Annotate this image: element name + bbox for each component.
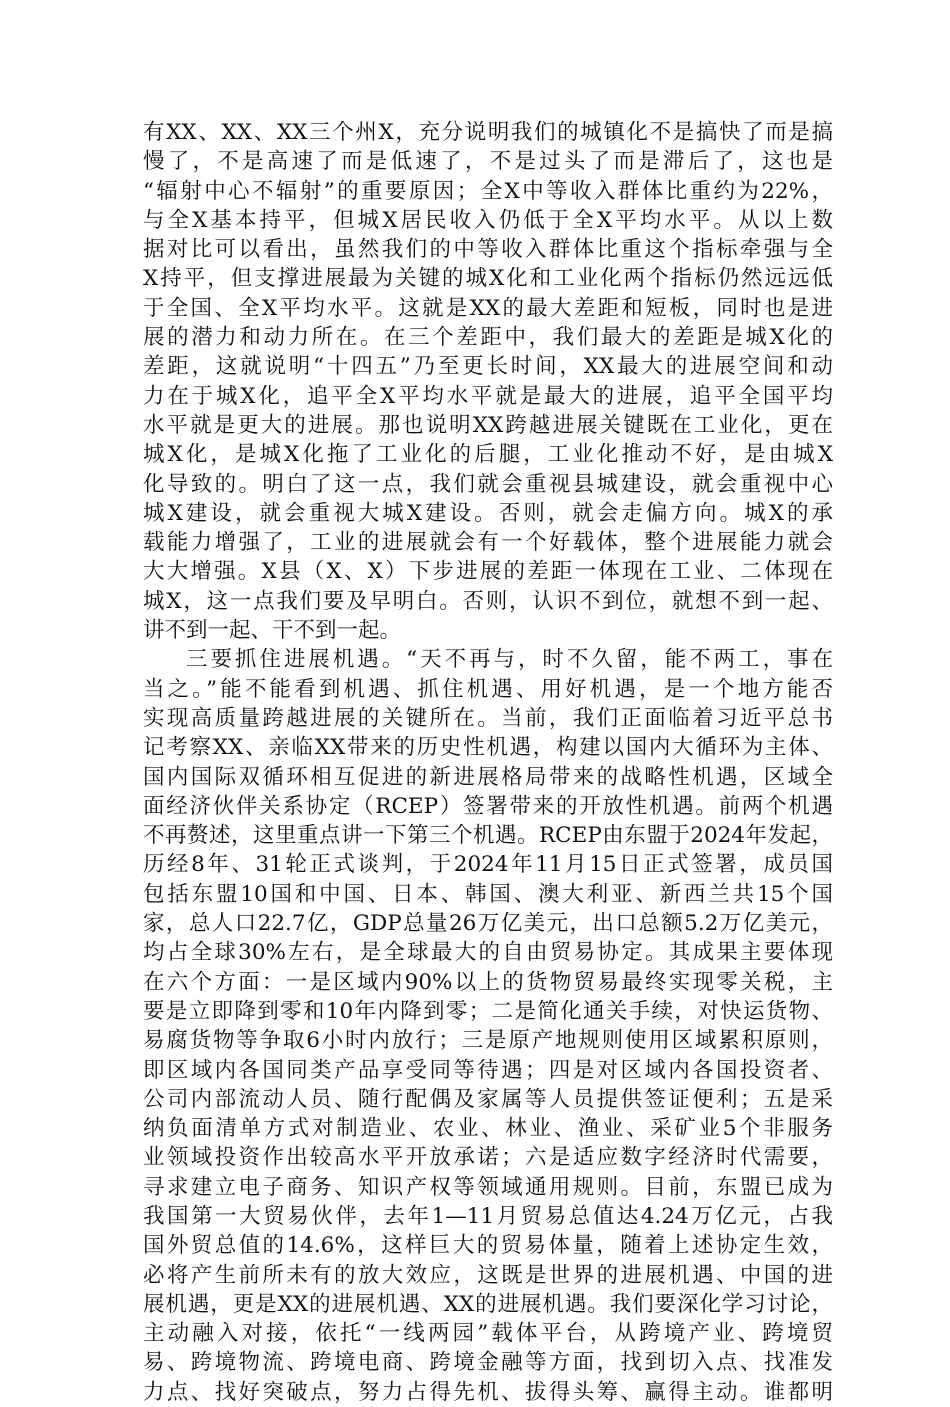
paragraph-start-line: 三要抓住进展机遇。“天不再与，时不久留，能不两工，事在 [186, 647, 833, 673]
text-line: 记考察XX、亲临XX带来的历史性机遇，构建以国内大循环为主体、 [143, 735, 833, 761]
text-line: 历经8年、31轮正式谈判，于2024年11月15日正式签署，成员国 [143, 852, 833, 878]
text-line: 易、跨境物流、跨境电商、跨境金融等方面，找到切入点、找准发 [143, 1350, 833, 1376]
text-line: 包括东盟10国和中国、日本、韩国、澳大利亚、新西兰共15个国 [143, 881, 833, 907]
text-line: 慢了，不是高速了而是低速了，不是过头了而是滞后了，这也是 [143, 149, 833, 175]
text-line: 城X，这一点我们要及早明白。否则，认识不到位，就想不到一起、 [143, 588, 833, 614]
text-line: 据对比可以看出，虽然我们的中等收入群体比重这个指标牵强与全 [143, 237, 833, 263]
text-line: 要是立即降到零和10年内降到零；二是简化通关手续，对快运货物、 [143, 998, 833, 1024]
text-line: 差距，这就说明“十四五”乃至更长时间，XX最大的进展空间和动 [143, 354, 833, 380]
text-line: 展机遇，更是XX的进展机遇、XX的进展机遇。我们要深化学习讨论， [143, 1291, 833, 1317]
text-line: 城X化，是城X化拖了工业化的后腿，工业化推动不好，是由城X [143, 442, 833, 468]
text-line: 国外贸总值的14.6%，这样巨大的贸易体量，随着上述协定生效， [143, 1233, 833, 1259]
text-line: 业领域投资作出较高水平开放承诺；六是适应数字经济时代需要， [143, 1145, 833, 1171]
text-line: 公司内部流动人员、随行配偶及家属等人员提供签证便利；五是采 [143, 1086, 833, 1112]
text-line: 城X建设，就会重视大城X建设。否则，就会走偏方向。城X的承 [143, 500, 833, 526]
text-line: “辐射中心不辐射”的重要原因；全X中等收入群体比重约为22%， [143, 178, 833, 204]
text-line: 展的潜力和动力所在。在三个差距中，我们最大的差距是城X化的 [143, 325, 833, 351]
text-line: 大大增强。X县（X、X）下步进展的差距一体现在工业、二体现在 [143, 559, 833, 585]
text-line: 实现高质量跨越进展的关键所在。当前，我们正面临着习近平总书 [143, 705, 833, 731]
text-line: 当之。”能不能看到机遇、抓住机遇、用好机遇，是一个地方能否 [143, 676, 833, 702]
text-line: 化导致的。明白了这一点，我们就会重视县城建设，就会重视中心 [143, 471, 833, 497]
text-line: 不再赘述，这里重点讲一下第三个机遇。RCEP由东盟于2024年发起， [143, 823, 833, 849]
text-line: 与全X基本持平，但城X居民收入仍低于全X平均水平。从以上数 [143, 207, 833, 233]
text-line: X持平，但支撑进展最为关键的城X化和工业化两个指标仍然远远低 [143, 266, 833, 292]
paragraph-end-line: 讲不到一起、干不到一起。 [143, 618, 402, 644]
text-line: 易腐货物等争取6小时内放行；三是原产地规则使用区域累积原则， [143, 1028, 833, 1054]
text-line: 面经济伙伴关系协定（RCEP）签署带来的开放性机遇。前两个机遇 [143, 793, 833, 819]
text-line: 家，总人口22.7亿，GDP总量26万亿美元，出口总额5.2万亿美元， [143, 911, 833, 937]
text-line: 即区域内各国同类产品享受同等待遇；四是对区域内各国投资者、 [143, 1057, 833, 1083]
text-line: 均占全球30%左右，是全球最大的自由贸易协定。其成果主要体现 [143, 940, 833, 966]
text-line: 水平就是更大的进展。那也说明XX跨越进展关键既在工业化，更在 [143, 412, 833, 438]
text-line: 在六个方面：一是区域内90%以上的货物贸易最终实现零关税，主 [143, 969, 833, 995]
text-line: 载能力增强了，工业的进展就会有一个好载体，整个进展能力就会 [143, 530, 833, 556]
text-line: 有XX、XX、XX三个州X，充分说明我们的城镇化不是搞快了而是搞 [143, 120, 833, 145]
text-line: 主动融入对接，依托“一线两园”载体平台，从跨境产业、跨境贸 [143, 1321, 833, 1347]
text-line: 纳负面清单方式对制造业、农业、林业、渔业、采矿业5个非服务 [143, 1116, 833, 1142]
text-line: 必将产生前所未有的放大效应，这既是世界的进展机遇、中国的进 [143, 1262, 833, 1288]
text-line: 国内国际双循环相互促进的新进展格局带来的战略性机遇，区域全 [143, 764, 833, 790]
text-line: 寻求建立电子商务、知识产权等领域通用规则。目前，东盟已成为 [143, 1174, 833, 1200]
document-page [143, 118, 833, 1407]
text-line: 力点、找好突破点，努力占得先机、拔得头筹、赢得主动。谁都明 [143, 1379, 833, 1405]
text-line: 我国第一大贸易伙伴，去年1—11月贸易总值达4.24万亿元，占我 [143, 1203, 833, 1229]
text-line: 于全国、全X平均水平。这就是XX的最大差距和短板，同时也是进 [143, 295, 833, 321]
text-line: 力在于城X化，追平全X平均水平就是最大的进展，追平全国平均 [143, 383, 833, 409]
